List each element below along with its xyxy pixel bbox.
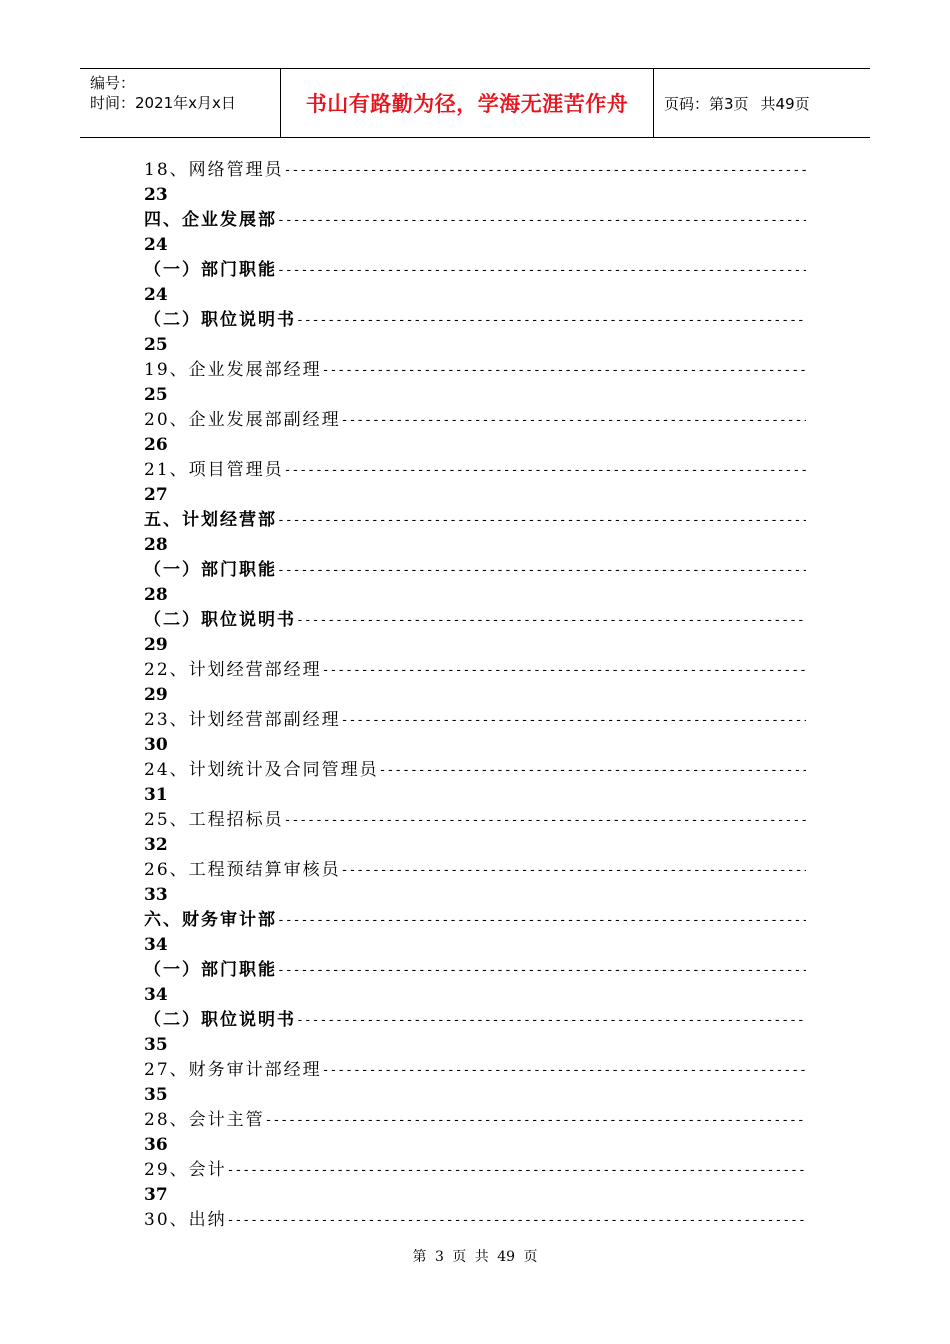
toc-entry-title: 21、项目管理员: [144, 460, 284, 480]
toc-entry-line: [144, 608, 806, 633]
toc-entry[interactable]: [144, 1058, 806, 1108]
toc-entry-title: 25、工程招标员: [144, 810, 284, 830]
dot-leader: [227, 1158, 806, 1183]
dot-leader: [277, 208, 806, 233]
toc-entry-line: [144, 158, 806, 183]
toc-entry-page: 30: [144, 735, 168, 755]
dot-leader: [322, 358, 806, 383]
toc-entry-page: 31: [144, 785, 168, 805]
toc-entry-line: [144, 558, 806, 583]
toc-entry-page: 34: [144, 985, 168, 1005]
toc-entry-title: 27、财务审计部经理: [144, 1060, 322, 1080]
dot-leader: [277, 958, 806, 983]
toc-entry-line: [144, 708, 806, 733]
toc-entry-title: 五、计划经营部: [144, 510, 277, 530]
toc-entry-line: [144, 458, 806, 483]
dot-leader: [265, 1108, 806, 1133]
toc-entry-page: 25: [144, 335, 168, 355]
toc-entry-page: 26: [144, 435, 168, 455]
toc-entry[interactable]: [144, 658, 806, 708]
toc-entry[interactable]: [144, 1108, 806, 1158]
toc-entry[interactable]: [144, 358, 806, 408]
toc-entry-title: 20、企业发展部副经理: [144, 410, 341, 430]
toc-entry-page: 28: [144, 535, 168, 555]
toc-entry-title: （一）部门职能: [144, 960, 277, 980]
toc-entry[interactable]: [144, 908, 806, 958]
toc-entry-page: 27: [144, 485, 168, 505]
toc-entry-page: 28: [144, 585, 168, 605]
number-label: 编号：: [90, 74, 136, 92]
toc-entry[interactable]: [144, 758, 806, 808]
toc-entry-line: [144, 808, 806, 833]
toc-entry-line: [144, 1158, 806, 1183]
toc-entry[interactable]: [144, 258, 806, 308]
table-of-contents: [144, 158, 806, 1258]
toc-entry-title: 26、工程预结算审核员: [144, 860, 341, 880]
toc-entry-title: 19、企业发展部经理: [144, 360, 322, 380]
toc-entry[interactable]: [144, 408, 806, 458]
toc-entry-page: 35: [144, 1035, 168, 1055]
toc-entry-title: 23、计划经营部副经理: [144, 710, 341, 730]
toc-entry[interactable]: [144, 208, 806, 258]
toc-entry-line: [144, 758, 806, 783]
time-label: 时间：2021年x月x日: [90, 94, 236, 112]
toc-entry[interactable]: [144, 558, 806, 608]
toc-entry-page: 33: [144, 885, 168, 905]
toc-entry-line: [144, 358, 806, 383]
toc-entry-title: （二）职位说明书: [144, 610, 296, 630]
toc-entry-title: 29、会计: [144, 1160, 227, 1180]
toc-entry-page: 24: [144, 235, 168, 255]
dot-leader: [277, 258, 806, 283]
dot-leader: [277, 558, 806, 583]
toc-entry[interactable]: [144, 158, 806, 208]
toc-entry-line: [144, 658, 806, 683]
toc-entry-title: 六、财务审计部: [144, 910, 277, 930]
toc-entry[interactable]: [144, 308, 806, 358]
dot-leader: [227, 1208, 806, 1233]
toc-entry[interactable]: [144, 808, 806, 858]
toc-entry-line: [144, 308, 806, 333]
toc-entry[interactable]: [144, 608, 806, 658]
toc-entry[interactable]: [144, 858, 806, 908]
toc-entry-title: 18、网络管理员: [144, 160, 284, 180]
dot-leader: [284, 458, 806, 483]
dot-leader: [284, 808, 806, 833]
toc-entry-line: [144, 208, 806, 233]
toc-entry-page: 29: [144, 685, 168, 705]
toc-entry-page: 25: [144, 385, 168, 405]
toc-entry-title: （一）部门职能: [144, 560, 277, 580]
header-page-number: 页码：第3页: [664, 94, 749, 113]
toc-entry-line: [144, 408, 806, 433]
toc-entry-page: 36: [144, 1135, 168, 1155]
toc-entry[interactable]: [144, 508, 806, 558]
toc-entry[interactable]: [144, 958, 806, 1008]
toc-entry[interactable]: [144, 1008, 806, 1058]
toc-entry-page: 32: [144, 835, 168, 855]
header-page-total: 共49页: [760, 94, 810, 113]
toc-entry-page: 37: [144, 1185, 168, 1205]
toc-entry-line: [144, 1058, 806, 1083]
toc-entry-page: 29: [144, 635, 168, 655]
toc-entry-title: （二）职位说明书: [144, 1010, 296, 1030]
dot-leader: [341, 708, 806, 733]
dot-leader: [284, 158, 806, 183]
toc-entry-page: 34: [144, 935, 168, 955]
toc-entry[interactable]: [144, 708, 806, 758]
toc-entry-title: 22、计划经营部经理: [144, 660, 322, 680]
dot-leader: [322, 658, 806, 683]
toc-entry-title: （二）职位说明书: [144, 310, 296, 330]
toc-entry[interactable]: [144, 1158, 806, 1208]
toc-entry-line: [144, 258, 806, 283]
toc-entry-title: 四、企业发展部: [144, 210, 277, 230]
dot-leader: [341, 858, 806, 883]
toc-entry-page: 35: [144, 1085, 168, 1105]
toc-entry-title: 30、出纳: [144, 1210, 227, 1230]
toc-entry[interactable]: [144, 458, 806, 508]
toc-entry-line: [144, 508, 806, 533]
dot-leader: [322, 1058, 806, 1083]
header-meta: [80, 69, 281, 137]
header-motto: 书山有路勤为径，学海无涯苦作舟: [281, 69, 654, 137]
toc-entry-line: [144, 1008, 806, 1033]
toc-entry-page: 24: [144, 285, 168, 305]
dot-leader: [277, 908, 806, 933]
dot-leader: [296, 308, 806, 333]
toc-entry-line: [144, 958, 806, 983]
toc-entry-line: [144, 1108, 806, 1133]
toc-entry-title: 24、计划统计及合同管理员: [144, 760, 379, 780]
dot-leader: [296, 1008, 806, 1033]
toc-entry-page: 23: [144, 185, 168, 205]
dot-leader: [296, 608, 806, 633]
toc-entry-title: （一）部门职能: [144, 260, 277, 280]
dot-leader: [341, 408, 806, 433]
page-footer: 第 3 页 共 49 页: [412, 1249, 538, 1265]
toc-entry-line: [144, 858, 806, 883]
toc-entry-title: 28、会计主管: [144, 1110, 265, 1130]
dot-leader: [379, 758, 806, 783]
page-header: [80, 68, 870, 138]
toc-entry-line: [144, 1208, 806, 1233]
header-page-info: [654, 69, 870, 137]
dot-leader: [277, 508, 806, 533]
toc-entry-line: [144, 908, 806, 933]
